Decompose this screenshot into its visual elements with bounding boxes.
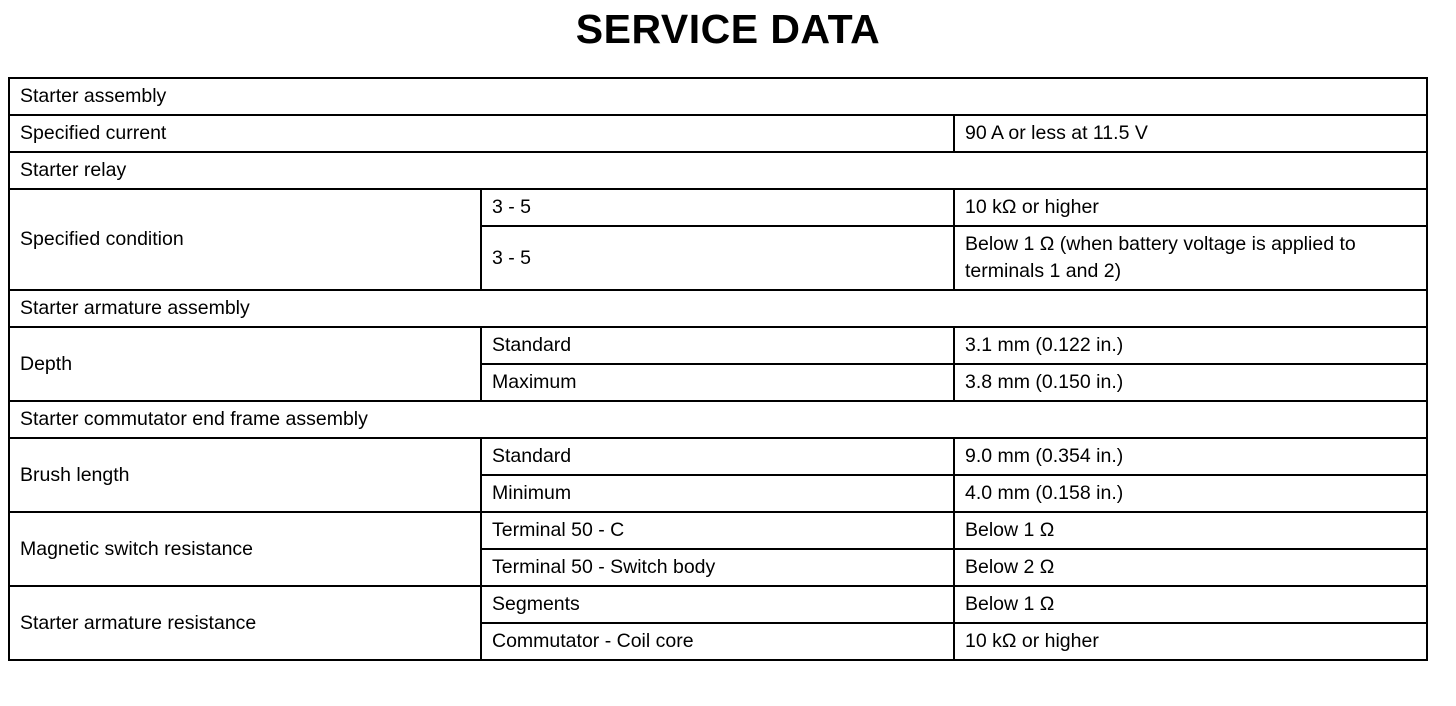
item-label: Depth <box>9 327 481 401</box>
condition-cell: Commutator - Coil core <box>481 623 954 660</box>
condition-cell: 3 - 5 <box>481 226 954 290</box>
condition-cell: Minimum <box>481 475 954 512</box>
table-row <box>9 512 1427 549</box>
item-label: Specified condition <box>9 189 481 290</box>
spec-value: 10 kΩ or higher <box>954 623 1427 660</box>
spec-value: Below 1 Ω <box>954 586 1427 623</box>
item-label: Brush length <box>9 438 481 512</box>
table-row <box>9 327 1427 364</box>
condition-cell: Terminal 50 - C <box>481 512 954 549</box>
item-label: Specified current <box>9 115 954 152</box>
spec-value: Below 1 Ω (when battery voltage is applied to terminals 1 and 2) <box>954 226 1427 290</box>
condition-cell: Standard <box>481 438 954 475</box>
section-row-starter-commutator-end-frame-assembly <box>9 401 1427 438</box>
section-heading: Starter assembly <box>9 78 1427 115</box>
service-data-table <box>8 77 1428 661</box>
section-row-starter-armature-assembly <box>9 290 1427 327</box>
spec-value: 90 A or less at 11.5 V <box>954 115 1427 152</box>
condition-cell: Standard <box>481 327 954 364</box>
spec-value: 10 kΩ or higher <box>954 189 1427 226</box>
condition-cell: 3 - 5 <box>481 189 954 226</box>
section-heading: Starter commutator end frame assembly <box>9 401 1427 438</box>
condition-cell: Terminal 50 - Switch body <box>481 549 954 586</box>
table-row <box>9 586 1427 623</box>
condition-cell: Segments <box>481 586 954 623</box>
page-title: SERVICE DATA <box>575 6 881 52</box>
section-row-starter-assembly <box>9 78 1427 115</box>
section-row-starter-relay <box>9 152 1427 189</box>
spec-value: Below 2 Ω <box>954 549 1427 586</box>
table-row <box>9 115 1427 152</box>
spec-value: 3.8 mm (0.150 in.) <box>954 364 1427 401</box>
item-label: Magnetic switch resistance <box>9 512 481 586</box>
table-row <box>9 438 1427 475</box>
condition-cell: Maximum <box>481 364 954 401</box>
spec-value: 3.1 mm (0.122 in.) <box>954 327 1427 364</box>
spec-value: 9.0 mm (0.354 in.) <box>954 438 1427 475</box>
section-heading: Starter relay <box>9 152 1427 189</box>
section-heading: Starter armature assembly <box>9 290 1427 327</box>
table-row <box>9 189 1427 226</box>
spec-value: 4.0 mm (0.158 in.) <box>954 475 1427 512</box>
item-label: Starter armature resistance <box>9 586 481 660</box>
spec-value: Below 1 Ω <box>954 512 1427 549</box>
